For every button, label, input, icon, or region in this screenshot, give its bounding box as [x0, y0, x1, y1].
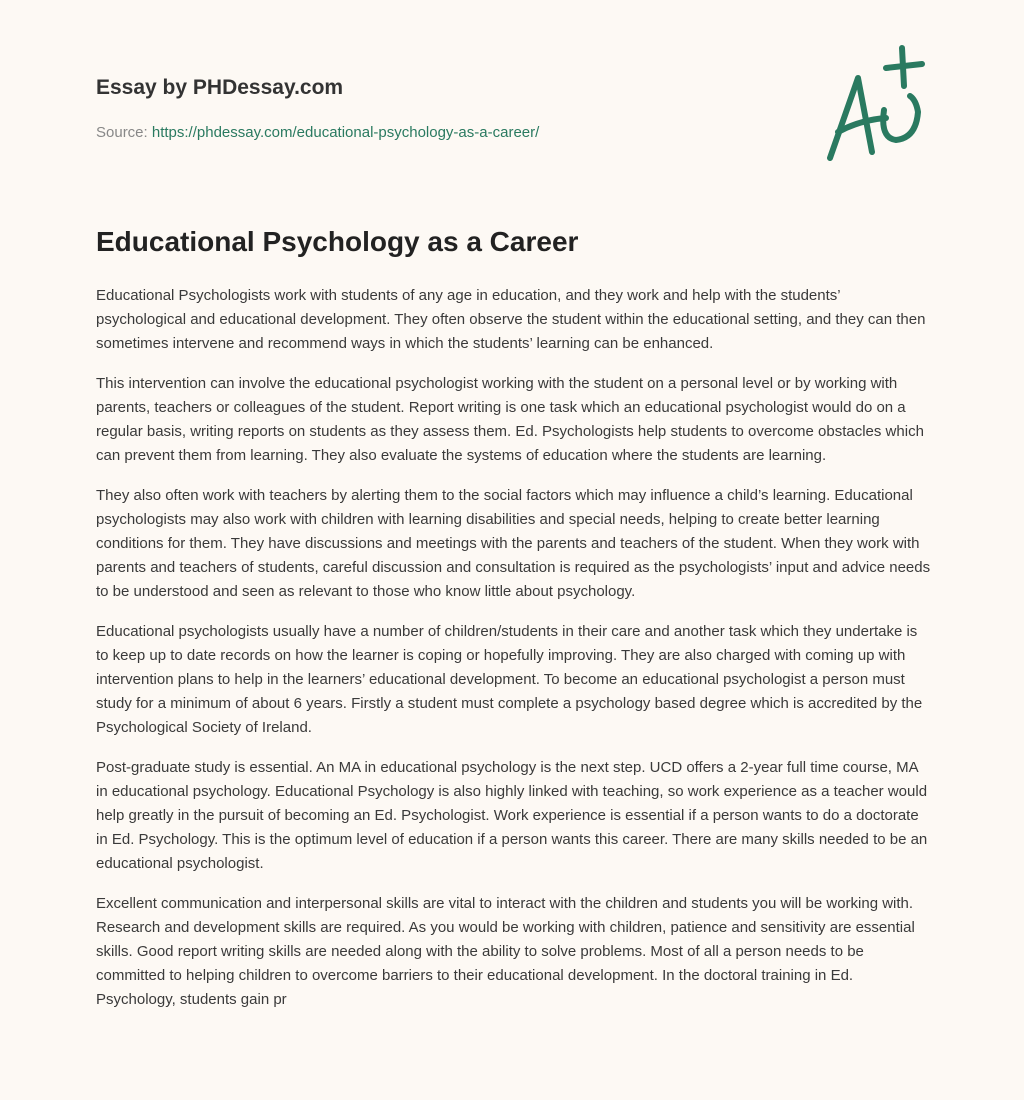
page-header: [0, 0, 1024, 200]
a-plus-logo-icon: [820, 40, 930, 165]
source-label: Source:: [96, 124, 148, 141]
essay-body: [96, 284, 932, 1028]
essay-paragraph: This intervention can involve the educational psychologist working with the student on a personal level or by working with parents, teachers or colleagues of the student. Report writing is one task which an educational psychologist would do on a regular basis, writing reports on students as they assess them. Ed. Psychologists help students to overcome obstacles which can prevent them from learning. They also evaluate the systems of education where the students are learning.: [96, 375, 924, 464]
essay-paragraph: They also often work with teachers by alerting them to the social factors which may influence a child’s learning. Educational psychologists may also work with children with learning disabilities and special needs, helping to create better learning conditions for them. They have discussions and meetings with the parents and teachers of the student. When they work with parents and teachers of students, careful discussion and consultation is required as the psychologists’ input and advice needs to be understood and seen as relevant to those who know little about psychology.: [96, 487, 931, 600]
brand-title: Essay by PHDessay.com: [96, 76, 344, 99]
essay-paragraph: Educational Psychologists work with students of any age in education, and they work and help with the students’ psychological and educational development. They often observe the student within the educational setting, and they can then sometimes intervene and recommend ways in which the students’ learning can be enhanced.: [96, 287, 926, 352]
essay-paragraph: Educational psychologists usually have a number of children/students in their care and another task which they undertake is to keep up to date records on how the learner is coping or hopefully improving. They are also charged with coming up with intervention plans to help in the learners’ educational development. To become an educational psychologist a person must study for a minimum of about 6 years. Firstly a student must complete a psychology based degree which is accredited by the Psychological Society of Ireland.: [96, 623, 923, 736]
essay-paragraph: Excellent communication and interpersonal skills are vital to interact with the children and students you will be working with. Research and development skills are required. As you would be working with children, patience and sensitivity are essential skills. Good report writing skills are needed along with the ability to solve problems. Most of all a person needs to be committed to helping children to overcome barriers to their educational development. In the doctoral training in Ed. Psychology, students gain pr: [96, 895, 915, 1008]
essay-title: Educational Psychology as a Career: [96, 226, 579, 257]
essay-paragraph: Post-graduate study is essential. An MA in educational psychology is the next step. UCD offers a 2-year full time course, MA in educational psychology. Educational Psychology is also highly linked with teaching, so work experience as a teacher would help greatly in the pursuit of becoming an Ed. Psychologist. Work experience is essential if a person wants to do a doctorate in Ed. Psychology. This is the optimum level of education if a person wants this career. There are many skills needed to be an educational psychologist.: [96, 759, 928, 872]
source-line: [96, 124, 539, 141]
source-link[interactable]: https://phdessay.com/educational-psychology-as-a-career/: [151, 124, 540, 141]
